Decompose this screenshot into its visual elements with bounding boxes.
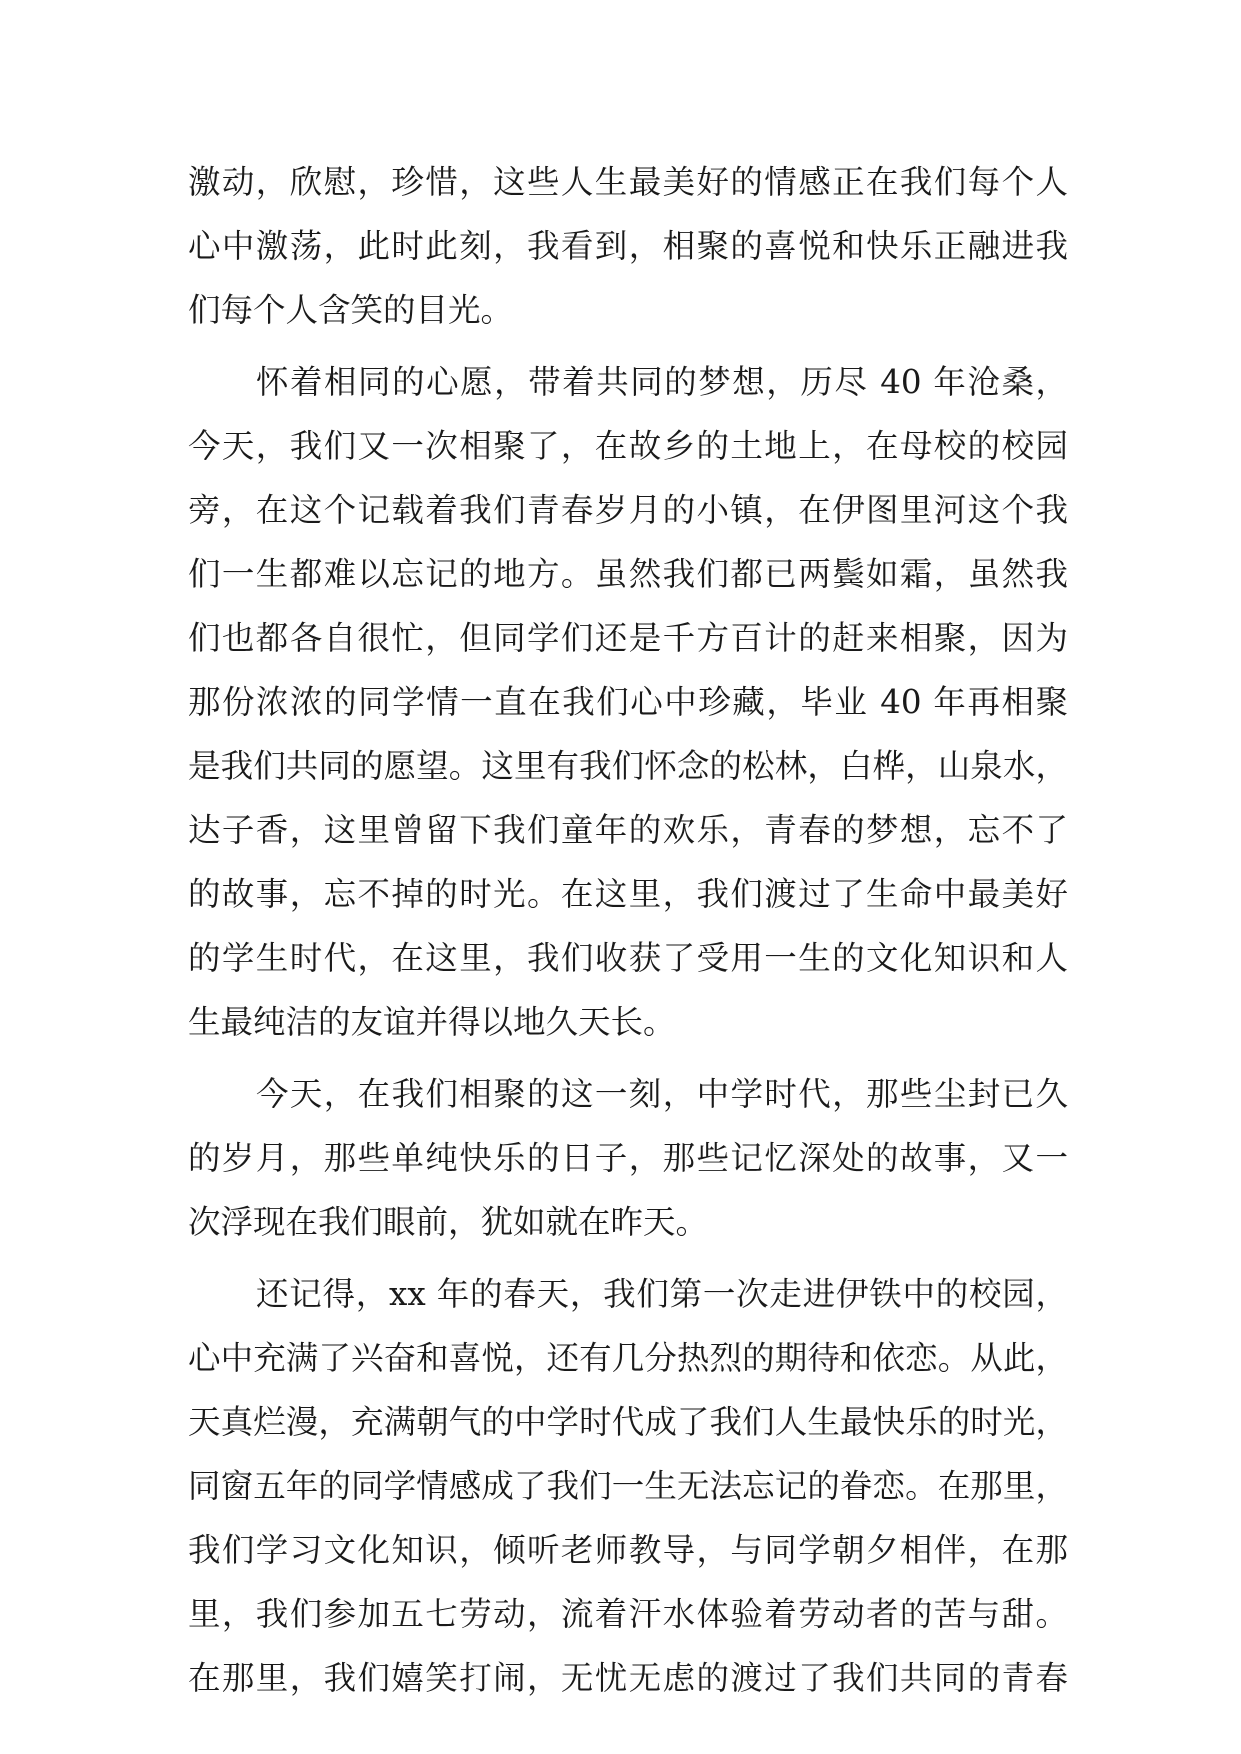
text-line: 同窗五年的同学情感成了我们一生无法忘记的眷恋。在那里， — [188, 1467, 1068, 1505]
text-line: 里，我们参加五七劳动，流着汗水体验着劳动者的苦与甜。 — [188, 1595, 1068, 1633]
text-line: 生最纯洁的友谊并得以地久天长。 — [188, 1003, 676, 1041]
text-line: 怀着相同的心愿，带着共同的梦想，历尽 40 年沧桑， — [256, 363, 1068, 401]
text-line: 我们学习文化知识，倾听老师教导，与同学朝夕相伴，在那 — [188, 1531, 1068, 1569]
text-line: 们也都各自很忙，但同学们还是千方百计的赶来相聚，因为 — [188, 619, 1068, 657]
paragraph-4 — [188, 1262, 1068, 1710]
paragraph-3 — [188, 1062, 1068, 1254]
paragraph-spacing — [188, 1054, 1068, 1062]
text-line: 旁，在这个记载着我们青春岁月的小镇，在伊图里河这个我 — [188, 491, 1068, 529]
text-line: 是我们共同的愿望。这里有我们怀念的松林，白桦，山泉水， — [188, 747, 1068, 785]
text-line: 心中充满了兴奋和喜悦，还有几分热烈的期待和依恋。从此， — [188, 1339, 1068, 1377]
text-line: 达子香，这里曾留下我们童年的欢乐，青春的梦想，忘不了 — [188, 811, 1068, 849]
text-line: 心中激荡，此时此刻，我看到，相聚的喜悦和快乐正融进我 — [188, 227, 1068, 265]
paragraph-1 — [188, 150, 1068, 342]
paragraph-2 — [188, 350, 1068, 1054]
text-line: 的岁月，那些单纯快乐的日子，那些记忆深处的故事，又一 — [188, 1139, 1068, 1177]
document-body — [188, 150, 1068, 1710]
text-line: 那份浓浓的同学情一直在我们心中珍藏，毕业 40 年再相聚 — [188, 683, 1068, 721]
text-line: 今天，我们又一次相聚了，在故乡的土地上，在母校的校园 — [188, 427, 1068, 465]
text-line: 们一生都难以忘记的地方。虽然我们都已两鬓如霜，虽然我 — [188, 555, 1068, 593]
text-line: 天真烂漫，充满朝气的中学时代成了我们人生最快乐的时光， — [188, 1403, 1068, 1441]
text-line: 还记得，xx 年的春天，我们第一次走进伊铁中的校园， — [256, 1275, 1068, 1313]
text-line: 次浮现在我们眼前，犹如就在昨天。 — [188, 1203, 709, 1241]
text-line: 们每个人含笑的目光。 — [188, 291, 514, 329]
text-line: 今天，在我们相聚的这一刻，中学时代，那些尘封已久 — [256, 1075, 1068, 1113]
text-line: 激动，欣慰，珍惜，这些人生最美好的情感正在我们每个人 — [188, 163, 1068, 201]
text-line: 的学生时代，在这里，我们收获了受用一生的文化知识和人 — [188, 939, 1068, 977]
text-line: 在那里，我们嬉笑打闹，无忧无虑的渡过了我们共同的青春 — [188, 1659, 1068, 1697]
paragraph-spacing — [188, 342, 1068, 350]
text-line: 的故事，忘不掉的时光。在这里，我们渡过了生命中最美好 — [188, 875, 1068, 913]
paragraph-spacing — [188, 1254, 1068, 1262]
